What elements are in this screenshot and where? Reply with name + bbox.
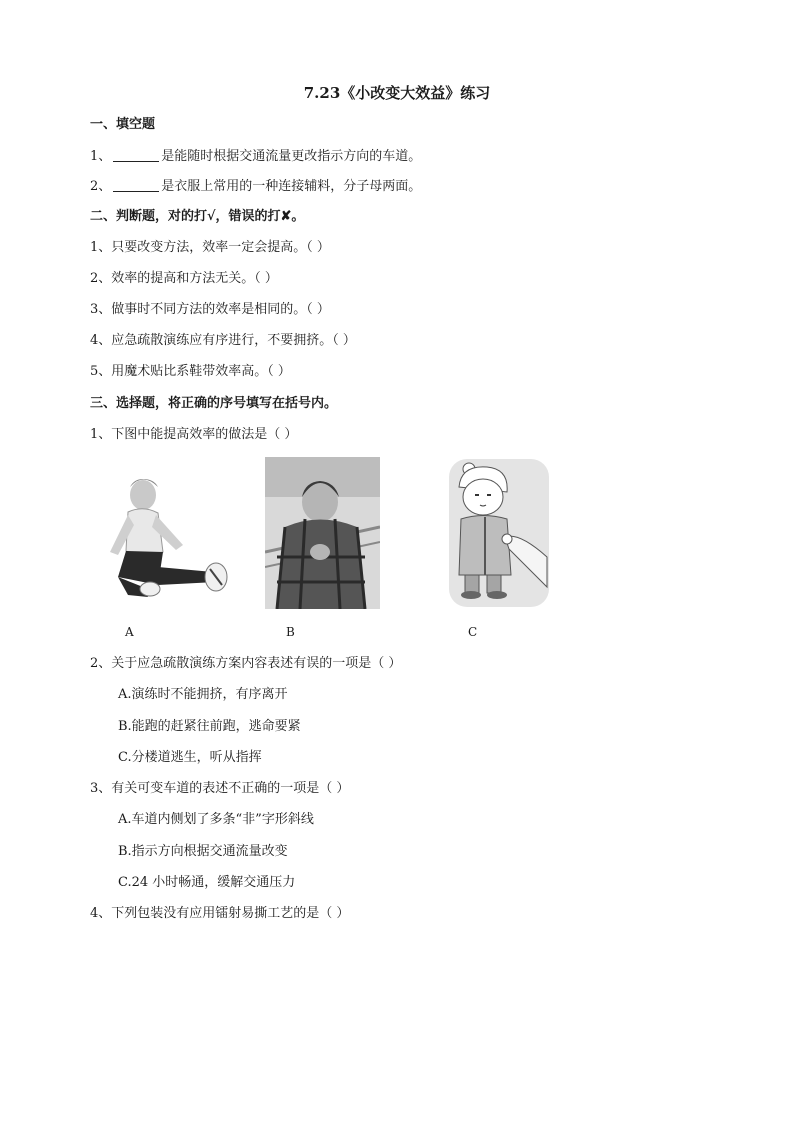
judge-question-2: 2、效率的提高和方法无关。（ ）: [90, 271, 278, 286]
figure-b-label: B: [286, 625, 295, 639]
answer-blank[interactable]: [113, 177, 159, 192]
section1-heading: 一、填空题: [90, 117, 156, 132]
figure-c-zipper-cartoon-image: [447, 457, 551, 609]
judge-question-5: 5、用魔术贴比系鞋带效率高。（ ）: [90, 364, 291, 379]
figure-a-shoelace-image: [88, 457, 236, 615]
question-text: 是衣服上常用的一种连接辅料，分子母两面。: [161, 179, 422, 194]
choice-q3-option-c: C.24 小时畅通，缓解交通压力: [118, 875, 296, 890]
fill-question-1: [90, 147, 421, 166]
choice-question-2: 2、关于应急疏散演练方案内容表述有误的一项是（ ）: [90, 656, 402, 671]
choice-question-1: 1、下图中能提高效率的做法是（ ）: [90, 427, 298, 442]
section3-heading: 三、选择题，将正确的序号填写在括号内。: [90, 396, 338, 411]
answer-blank[interactable]: [113, 147, 159, 162]
choice-q2-option-a: A.演练时不能拥挤，有序离开: [118, 687, 288, 702]
question-number: 1、: [90, 149, 112, 164]
choice-question-3: 3、有关可变车道的表述不正确的一项是（ ）: [90, 781, 350, 796]
choice-q2-option-b: B.能跑的赶紧往前跑，逃命要紧: [118, 719, 301, 734]
judge-question-3: 3、做事时不同方法的效率是相同的。（ ）: [90, 302, 330, 317]
page-title: 7.23《小改变大效益》练习: [303, 84, 491, 102]
question-text: 是能随时根据交通流量更改指示方向的车道。: [161, 149, 422, 164]
judge-question-1: 1、只要改变方法，效率一定会提高。（ ）: [90, 240, 330, 255]
question-number: 2、: [90, 179, 112, 194]
figure-a-label: A: [125, 625, 134, 639]
choice-q2-option-c: C.分楼道逃生，听从指挥: [118, 750, 262, 765]
judge-question-4: 4、应急疏散演练应有序进行，不要拥挤。（ ）: [90, 333, 356, 348]
choice-q3-option-a: A.车道内侧划了多条“非”字形斜线: [118, 812, 314, 827]
fill-question-2: [90, 177, 421, 196]
figure-c-label: C: [468, 625, 478, 639]
section2-heading: 二、判断题，对的打√，错误的打✘。: [90, 209, 305, 224]
choice-question-4: 4、下列包装没有应用镭射易撕工艺的是（ ）: [90, 906, 350, 921]
figure-b-child-coat-image: [265, 457, 380, 609]
choice-q3-option-b: B.指示方向根据交通流量改变: [118, 844, 288, 859]
